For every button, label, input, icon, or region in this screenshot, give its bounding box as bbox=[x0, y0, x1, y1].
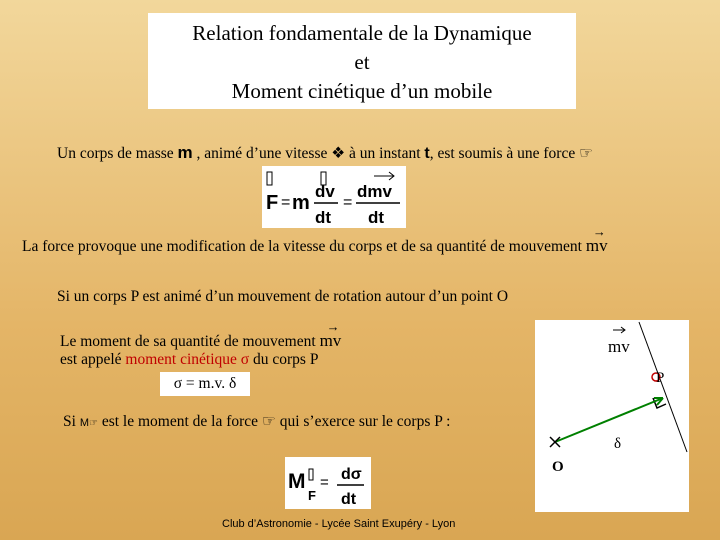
moment-force-sentence bbox=[63, 412, 450, 431]
mv-text: mv bbox=[585, 236, 608, 255]
formula-dv: dv bbox=[315, 182, 335, 201]
formula-dt-1: dt bbox=[315, 208, 332, 227]
force-sentence bbox=[22, 224, 608, 256]
mass-symbol: m bbox=[177, 143, 193, 162]
footer: Club d’Astronomie - Lycée Saint Exupéry - Lyon bbox=[222, 518, 456, 530]
mf-text-2: est le moment de la force bbox=[97, 413, 262, 430]
mv-vector bbox=[585, 224, 608, 256]
moment-line-2-a: est appelé bbox=[60, 351, 126, 368]
diagram-P: P bbox=[656, 370, 665, 386]
vector-arrow-icon-2: → bbox=[592, 224, 606, 239]
mv-text-2: mv bbox=[319, 331, 342, 350]
rotation-diagram bbox=[535, 320, 689, 512]
force-sentence-text: La force provoque une modification de la vitesse du corps et de sa quantité de mouvement bbox=[22, 238, 582, 255]
mv-vector-2 bbox=[319, 319, 342, 351]
formula-equals-1: = bbox=[281, 194, 291, 211]
moment-line-2-b: du corps P bbox=[249, 351, 319, 368]
vector-arrow-icon bbox=[374, 172, 394, 180]
pointing-hand-icon: ☞ bbox=[579, 145, 593, 162]
mf-text-3: qui s’exerce sur le corps P : bbox=[275, 413, 451, 430]
placeholder-glyph-icon-3 bbox=[309, 469, 313, 480]
title-line-2: et bbox=[354, 50, 370, 74]
velocity-line bbox=[639, 322, 687, 452]
formula-m: m bbox=[292, 192, 310, 214]
diagram-mv: mv bbox=[608, 337, 630, 356]
formula-M: M bbox=[288, 470, 306, 493]
formula-F: F bbox=[266, 192, 279, 214]
intro-text-3: à un instant bbox=[345, 145, 425, 162]
diagram-delta: δ bbox=[614, 436, 622, 452]
rotation-diagram-svg bbox=[535, 320, 689, 512]
formula-equals-2: = bbox=[343, 194, 353, 211]
placeholder-glyph-icon bbox=[267, 172, 272, 185]
moment-line-1-text: Le moment de sa quantité de mouvement bbox=[60, 333, 316, 350]
delta-line bbox=[555, 398, 663, 442]
title-box bbox=[148, 13, 576, 109]
title-line-3: Moment cinétique d’un mobile bbox=[231, 79, 493, 103]
time-symbol: t bbox=[424, 145, 430, 162]
formula-dmv: dmv bbox=[357, 182, 392, 201]
pointing-hand-icon-2: ☞ bbox=[88, 418, 98, 429]
origin-cross-icon bbox=[550, 437, 560, 447]
formula-dt-3: dt bbox=[341, 491, 357, 508]
mf-text-1: Si bbox=[63, 413, 80, 430]
newton-formula bbox=[262, 166, 406, 228]
intro-text-2: , animé d’une vitesse bbox=[192, 145, 332, 162]
formula-dt-2: dt bbox=[368, 208, 385, 227]
vector-arrow-icon-3: → bbox=[326, 319, 340, 334]
moment-cinetique-red: moment cinétique σ bbox=[125, 351, 250, 368]
vector-arrow-icon-4 bbox=[613, 327, 625, 333]
intro-sentence bbox=[57, 143, 593, 163]
rotation-sentence: Si un corps P est animé d’un mouvement de rotation autour d’un point O bbox=[57, 288, 509, 305]
title-line-1: Relation fondamentale de la Dynamique bbox=[192, 21, 532, 45]
moment-line-2 bbox=[60, 351, 318, 369]
intro-text-4: , est soumis à une force bbox=[429, 145, 580, 162]
pointing-hand-icon-3: ☞ bbox=[261, 413, 276, 430]
mf-M: M bbox=[79, 417, 89, 429]
newton-formula-svg bbox=[262, 166, 406, 228]
formula-equals-3: = bbox=[320, 474, 329, 491]
intro-text-1: Un corps de masse bbox=[57, 145, 178, 162]
diagram-O: O bbox=[552, 459, 564, 475]
sigma-formula: σ = m.v. δ bbox=[160, 372, 250, 396]
formula-M-sub: F bbox=[308, 488, 316, 503]
velocity-glyph-icon: ❖ bbox=[331, 145, 346, 162]
moment-formula-svg bbox=[285, 457, 371, 509]
moment-line-1 bbox=[60, 319, 342, 351]
formula-dsigma: dσ bbox=[341, 466, 362, 483]
moment-formula bbox=[285, 457, 371, 509]
